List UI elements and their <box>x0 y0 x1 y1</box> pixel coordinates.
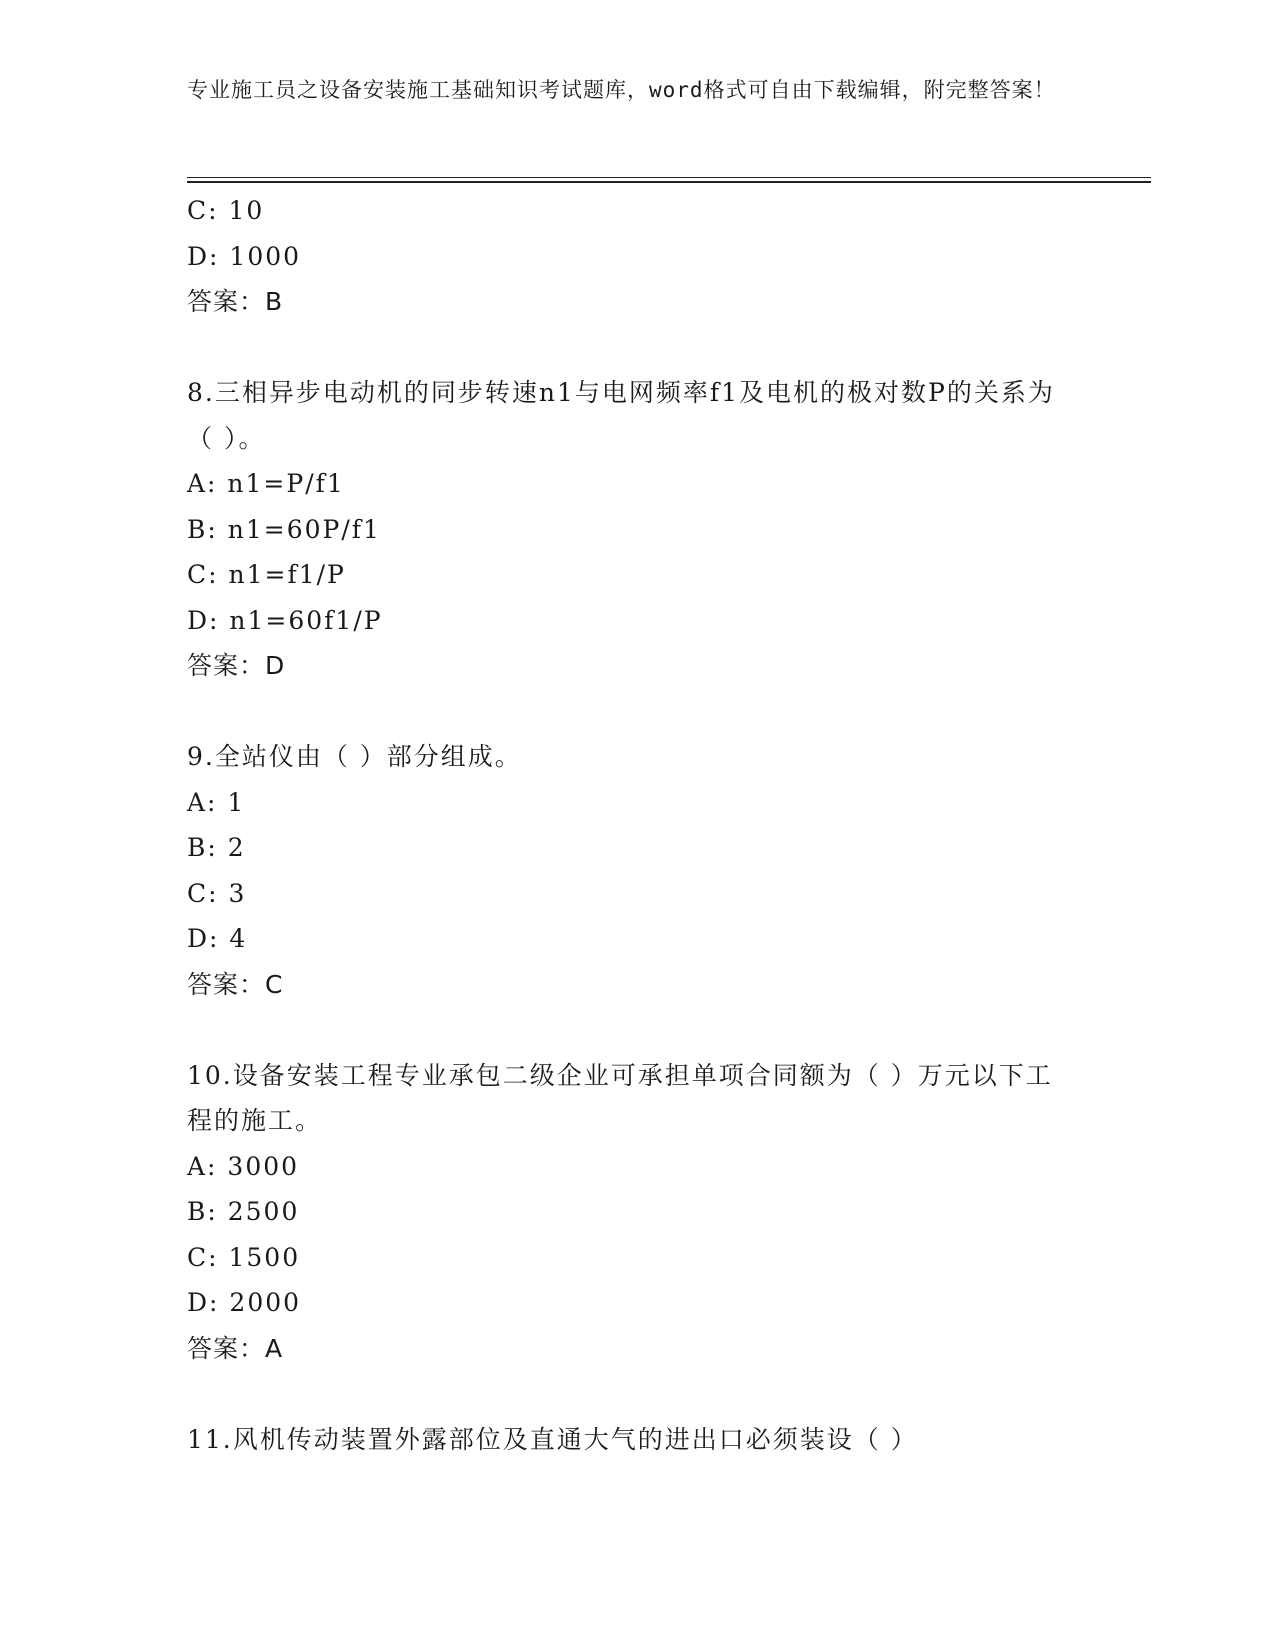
option-line: A: n1=P/f1 <box>187 469 345 498</box>
header-rule-thick <box>187 181 1151 183</box>
option-line: D: 4 <box>187 924 248 953</box>
answer-line: 答案：D <box>187 651 286 680</box>
header-rule-thin <box>187 177 1151 178</box>
answer-line: 答案：B <box>187 287 284 316</box>
document-header: 专业施工员之设备安装施工基础知识考试题库，word格式可自由下载编辑，附完整答案！ <box>187 78 1056 102</box>
answer-line: 答案：A <box>187 1333 284 1363</box>
question-stem: 8.三相异步电动机的同步转速n1与电网频率f1及电机的极对数P的关系为（ ）。 <box>187 378 1055 453</box>
option-line: C: 10 <box>187 196 265 225</box>
option-line: D: 1000 <box>187 241 302 271</box>
option-line: B: 2 <box>187 833 246 862</box>
option-line: C: 3 <box>187 878 247 908</box>
option-line: D: n1=60f1/P <box>187 605 383 635</box>
option-line: A: 1 <box>187 787 246 817</box>
option-line: B: n1=60P/f1 <box>187 514 381 544</box>
question-stem: 10.设备安装工程专业承包二级企业可承担单项合同额为（ ）万元以下工程的施工。 <box>187 1060 1053 1135</box>
option-line: A: 3000 <box>187 1151 300 1181</box>
answer-line: 答案：C <box>187 969 284 999</box>
option-line: B: 2500 <box>187 1197 300 1226</box>
question-stem: 9.全站仪由（ ）部分组成。 <box>187 742 522 771</box>
option-line: C: n1=f1/P <box>187 560 346 589</box>
option-line: C: 1500 <box>187 1242 301 1272</box>
question-stem: 11.风机传动装置外露部位及直通大气的进出口必须装设（ ） <box>187 1424 918 1454</box>
question-content <box>187 188 1067 1462</box>
option-line: D: 2000 <box>187 1288 302 1317</box>
